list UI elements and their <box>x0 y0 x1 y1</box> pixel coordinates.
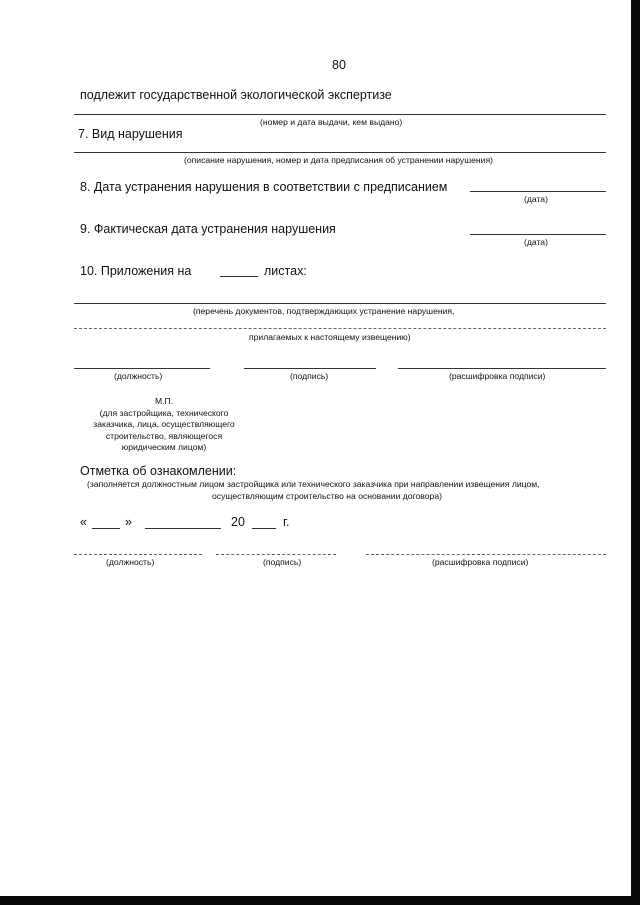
year-prefix: 20 <box>231 515 245 529</box>
item9-date-line[interactable] <box>470 234 606 235</box>
item10-label: 10. Приложения на <box>80 264 192 278</box>
item9-caption: (дата) <box>524 237 548 247</box>
sig2-signature-line[interactable] <box>216 554 336 555</box>
acknowledgement-note-line2: осуществляющим строительство на основании договора) <box>212 491 442 501</box>
document-number-line[interactable] <box>74 114 606 115</box>
day-line[interactable] <box>92 528 120 529</box>
sig2-position-line[interactable] <box>74 554 202 555</box>
year-line[interactable] <box>252 528 276 529</box>
sig1-position-line[interactable] <box>74 368 210 369</box>
sheets-count-line[interactable] <box>220 276 258 277</box>
sig2-transcript-line[interactable] <box>366 554 606 555</box>
violation-type-line[interactable] <box>74 152 606 153</box>
item7-caption: (описание нарушения, номер и дата предписания об устранении нарушения) <box>184 155 493 165</box>
scan-edge-right <box>631 0 640 905</box>
stamp-placeholder <box>78 396 250 454</box>
date-open-quote: « <box>80 515 87 529</box>
acknowledgement-note-line1: (заполняется должностным лицом застройщика или технического заказчика при направлении извещения лицом, <box>87 479 540 489</box>
attachments-line-2[interactable] <box>74 328 606 329</box>
sig1-transcript-line[interactable] <box>398 368 606 369</box>
stamp-line: заказчика, лица, осуществляющего <box>93 419 235 430</box>
item10-sheets-word: листах: <box>264 264 307 278</box>
acknowledgement-title: Отметка об ознакомлении: <box>80 464 237 478</box>
stamp-mp: М.П. <box>154 396 174 406</box>
item8-caption: (дата) <box>524 194 548 204</box>
sig1-signature-caption: (подпись) <box>290 371 329 381</box>
sig1-signature-line[interactable] <box>244 368 376 369</box>
item9-label: 9. Фактическая дата устранения нарушения <box>80 222 336 236</box>
item10-caption-line1: (перечень документов, подтверждающих устранение нарушения, <box>193 306 455 316</box>
stamp-line: строительство, являющегося <box>105 430 223 441</box>
intro-line: подлежит государственной экологической экспертизе <box>80 88 392 102</box>
stamp-line: юридическим лицом) <box>121 442 207 453</box>
sig2-position-caption: (должность) <box>106 557 155 567</box>
attachments-line-1[interactable] <box>74 303 606 304</box>
sig1-position-caption: (должность) <box>114 371 163 381</box>
item8-date-line[interactable] <box>470 191 606 192</box>
month-line[interactable] <box>145 528 221 529</box>
sig1-transcript-caption: (расшифровка подписи) <box>449 371 546 381</box>
document-number-caption: (номер и дата выдачи, кем выдано) <box>260 117 403 127</box>
scan-edge-bottom <box>0 896 640 905</box>
stamp-line: (для застройщика, технического <box>99 407 229 418</box>
item8-label: 8. Дата устранения нарушения в соответствии с предписанием <box>80 180 448 194</box>
item7-label: 7. Вид нарушения <box>78 127 183 141</box>
sig2-transcript-caption: (расшифровка подписи) <box>432 557 529 567</box>
sig2-signature-caption: (подпись) <box>263 557 302 567</box>
date-close-quote: » <box>125 515 132 529</box>
page-number: 80 <box>332 58 346 72</box>
year-suffix: г. <box>283 515 290 529</box>
item10-caption-line2: прилагаемых к настоящему извещению) <box>249 332 411 342</box>
